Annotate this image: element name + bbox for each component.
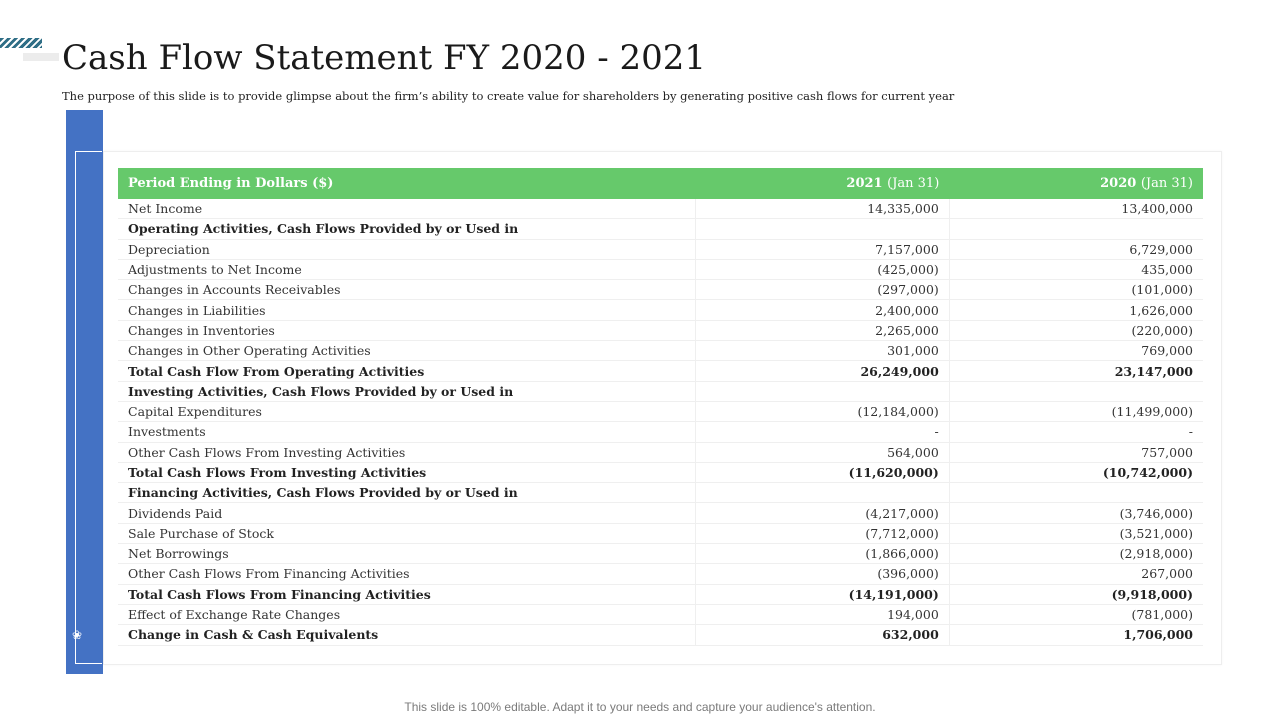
- row-label: Total Cash Flow From Operating Activities: [118, 361, 696, 381]
- row-label: Changes in Liabilities: [118, 300, 696, 320]
- row-label: Other Cash Flows From Investing Activities: [118, 442, 696, 462]
- value-2020: [949, 219, 1203, 239]
- value-2020: (10,742,000): [949, 462, 1203, 482]
- header-period: Period Ending in Dollars ($): [118, 168, 696, 199]
- value-2021: 26,249,000: [696, 361, 950, 381]
- table-row: [118, 401, 1203, 421]
- value-2021: 564,000: [696, 442, 950, 462]
- table-row: [118, 483, 1203, 503]
- table-row: [118, 219, 1203, 239]
- value-2020: 13,400,000: [949, 199, 1203, 219]
- row-label: Adjustments to Net Income: [118, 259, 696, 279]
- header-2021: 2021 (Jan 31): [696, 168, 950, 199]
- table-row: [118, 341, 1203, 361]
- value-2020: -: [949, 422, 1203, 442]
- value-2021: (4,217,000): [696, 503, 950, 523]
- table-row: [118, 564, 1203, 584]
- value-2021: 7,157,000: [696, 239, 950, 259]
- row-label: Total Cash Flows From Financing Activities: [118, 584, 696, 604]
- table-row: [118, 604, 1203, 624]
- value-2021: -: [696, 422, 950, 442]
- value-2021: 194,000: [696, 604, 950, 624]
- table-row: [118, 422, 1203, 442]
- value-2021: (7,712,000): [696, 523, 950, 543]
- table-row: [118, 503, 1203, 523]
- value-2021: 2,400,000: [696, 300, 950, 320]
- value-2020: (11,499,000): [949, 401, 1203, 421]
- table-row: [118, 625, 1203, 645]
- table-row: [118, 361, 1203, 381]
- table-row: [118, 523, 1203, 543]
- brand-bar: [23, 53, 59, 61]
- value-2020: 757,000: [949, 442, 1203, 462]
- value-2021: 14,335,000: [696, 199, 950, 219]
- table-row: [118, 544, 1203, 564]
- row-label: Investing Activities, Cash Flows Provided by or Used in: [118, 381, 696, 401]
- value-2020: (2,918,000): [949, 544, 1203, 564]
- table-row: [118, 259, 1203, 279]
- value-2021: [696, 219, 950, 239]
- value-2020: 6,729,000: [949, 239, 1203, 259]
- row-label: Operating Activities, Cash Flows Provided by or Used in: [118, 219, 696, 239]
- value-2020: 435,000: [949, 259, 1203, 279]
- table-row: [118, 584, 1203, 604]
- row-label: Dividends Paid: [118, 503, 696, 523]
- value-2020: 267,000: [949, 564, 1203, 584]
- row-label: Changes in Other Operating Activities: [118, 341, 696, 361]
- value-2020: [949, 381, 1203, 401]
- value-2020: 1,706,000: [949, 625, 1203, 645]
- slide-subtitle: The purpose of this slide is to provide glimpse about the firm’s ability to create value for shareholders by generating positive cash flows for current year: [62, 89, 955, 103]
- table-row: [118, 239, 1203, 259]
- row-label: Other Cash Flows From Financing Activities: [118, 564, 696, 584]
- value-2020: [949, 483, 1203, 503]
- value-2021: 301,000: [696, 341, 950, 361]
- slide-title: Cash Flow Statement FY 2020 - 2021: [62, 38, 707, 78]
- value-2020: (3,521,000): [949, 523, 1203, 543]
- value-2020: (9,918,000): [949, 584, 1203, 604]
- footer-note: This slide is 100% editable. Adapt it to your needs and capture your audience's attention.: [404, 700, 876, 714]
- row-label: Change in Cash & Cash Equivalents: [118, 625, 696, 645]
- value-2020: (101,000): [949, 280, 1203, 300]
- row-label: Total Cash Flows From Investing Activities: [118, 462, 696, 482]
- header-2020: 2020 (Jan 31): [949, 168, 1203, 199]
- value-2020: 1,626,000: [949, 300, 1203, 320]
- value-2021: (297,000): [696, 280, 950, 300]
- row-label: Depreciation: [118, 239, 696, 259]
- row-label: Effect of Exchange Rate Changes: [118, 604, 696, 624]
- value-2020: (3,746,000): [949, 503, 1203, 523]
- value-2021: (425,000): [696, 259, 950, 279]
- table-body: [118, 199, 1203, 645]
- row-label: Capital Expenditures: [118, 401, 696, 421]
- table-row: [118, 442, 1203, 462]
- value-2021: [696, 483, 950, 503]
- table-row: [118, 462, 1203, 482]
- value-2020: (781,000): [949, 604, 1203, 624]
- value-2021: (396,000): [696, 564, 950, 584]
- value-2021: [696, 381, 950, 401]
- value-2021: (12,184,000): [696, 401, 950, 421]
- row-label: Changes in Accounts Receivables: [118, 280, 696, 300]
- table-row: [118, 300, 1203, 320]
- value-2021: (11,620,000): [696, 462, 950, 482]
- row-label: Net Borrowings: [118, 544, 696, 564]
- value-2021: (14,191,000): [696, 584, 950, 604]
- table-row: [118, 320, 1203, 340]
- row-label: Net Income: [118, 199, 696, 219]
- row-label: Sale Purchase of Stock: [118, 523, 696, 543]
- value-2021: 2,265,000: [696, 320, 950, 340]
- table-row: [118, 381, 1203, 401]
- value-2020: (220,000): [949, 320, 1203, 340]
- accent-frame: [75, 151, 102, 664]
- value-2021: 632,000: [696, 625, 950, 645]
- brand-stripe-icon: [0, 38, 42, 48]
- table-row: [118, 280, 1203, 300]
- row-label: Changes in Inventories: [118, 320, 696, 340]
- value-2020: 23,147,000: [949, 361, 1203, 381]
- value-2021: (1,866,000): [696, 544, 950, 564]
- row-label: Investments: [118, 422, 696, 442]
- value-2020: 769,000: [949, 341, 1203, 361]
- leaf-icon: ❀: [71, 628, 83, 642]
- cash-flow-table: [118, 168, 1203, 646]
- table-header-row: [118, 168, 1203, 199]
- table-row: [118, 199, 1203, 219]
- row-label: Financing Activities, Cash Flows Provided by or Used in: [118, 483, 696, 503]
